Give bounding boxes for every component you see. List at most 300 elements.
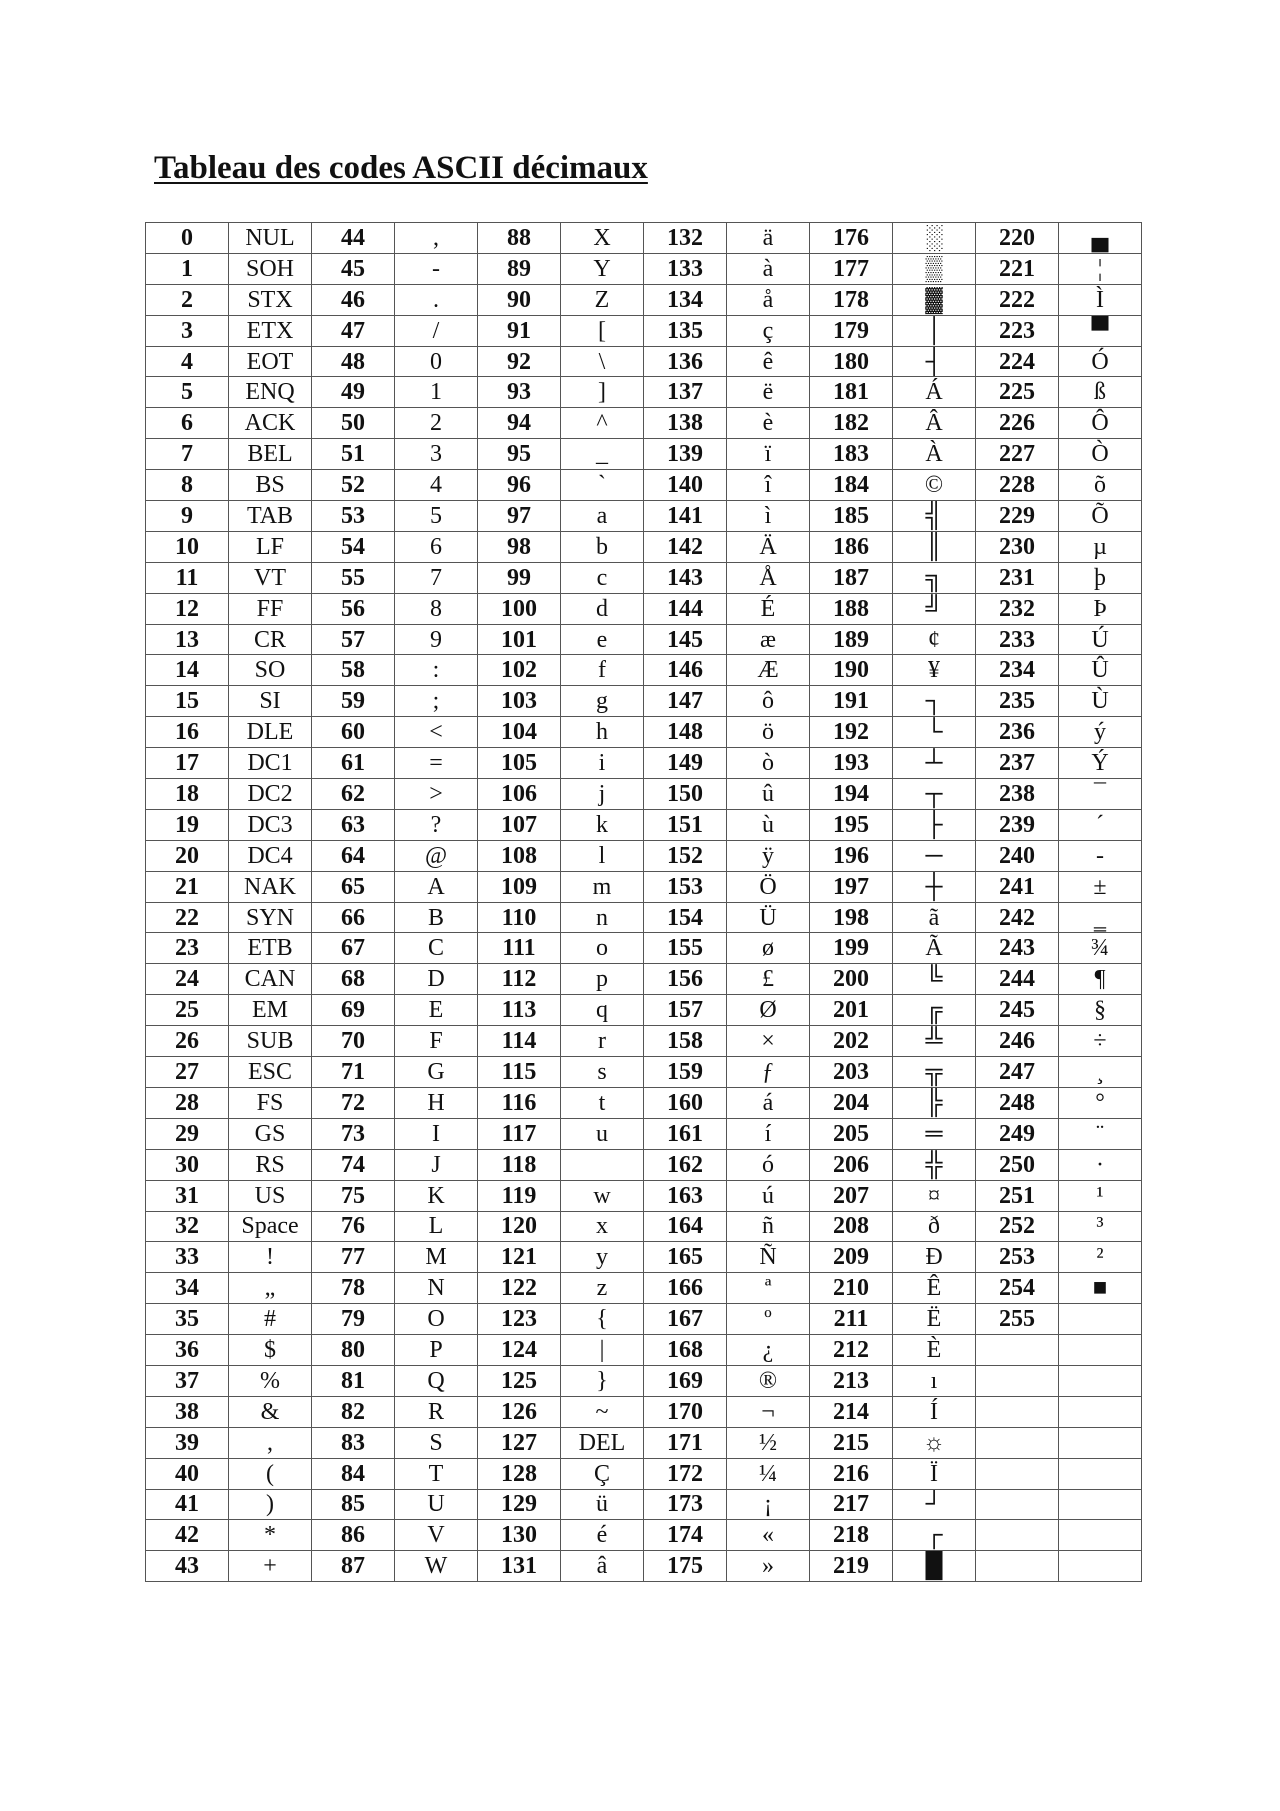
ascii-code-cell: 146 — [644, 655, 727, 686]
ascii-char-cell: V — [395, 1520, 478, 1551]
table-row — [146, 1180, 1142, 1211]
ascii-code-cell: 58 — [312, 655, 395, 686]
ascii-char-cell: DC3 — [229, 809, 312, 840]
ascii-code-cell: 135 — [644, 315, 727, 346]
page-title: Tableau des codes ASCII décimaux — [154, 150, 648, 186]
ascii-code-cell: 104 — [478, 717, 561, 748]
table-row — [146, 1489, 1142, 1520]
ascii-code-cell: 215 — [810, 1427, 893, 1458]
ascii-char-cell: Ü — [727, 902, 810, 933]
ascii-char-cell: ¡ — [727, 1489, 810, 1520]
table-row — [146, 686, 1142, 717]
ascii-code-cell: 121 — [478, 1242, 561, 1273]
ascii-char-cell: A — [395, 871, 478, 902]
ascii-code-cell: 71 — [312, 1057, 395, 1088]
ascii-code-cell: 79 — [312, 1304, 395, 1335]
ascii-code-cell: 91 — [478, 315, 561, 346]
ascii-char-cell: │ — [893, 315, 976, 346]
ascii-code-cell: 82 — [312, 1396, 395, 1427]
ascii-code-cell: 140 — [644, 470, 727, 501]
ascii-char-cell: 0 — [395, 346, 478, 377]
ascii-code-cell: 185 — [810, 501, 893, 532]
ascii-code-cell: 151 — [644, 809, 727, 840]
ascii-char-cell: + — [229, 1551, 312, 1582]
ascii-code-cell: 235 — [976, 686, 1059, 717]
ascii-char-cell: [ — [561, 315, 644, 346]
ascii-char-cell: Ä — [727, 531, 810, 562]
ascii-code-cell: 240 — [976, 840, 1059, 871]
ascii-code-cell: 94 — [478, 408, 561, 439]
ascii-char-cell: ╔ — [893, 995, 976, 1026]
ascii-code-cell: 230 — [976, 531, 1059, 562]
ascii-code-cell: 116 — [478, 1087, 561, 1118]
ascii-code-cell: 39 — [146, 1427, 229, 1458]
ascii-char-cell: n — [561, 902, 644, 933]
ascii-code-cell: 226 — [976, 408, 1059, 439]
ascii-char-cell: C — [395, 933, 478, 964]
ascii-code-cell: 233 — [976, 624, 1059, 655]
ascii-char-cell: å — [727, 284, 810, 315]
ascii-char-cell: æ — [727, 624, 810, 655]
ascii-char-cell: ^ — [561, 408, 644, 439]
ascii-table — [145, 222, 1142, 1582]
ascii-char-cell: Õ — [1059, 501, 1142, 532]
ascii-char-cell: $ — [229, 1335, 312, 1366]
ascii-char-cell: E — [395, 995, 478, 1026]
ascii-char-cell: é — [561, 1520, 644, 1551]
ascii-code-cell: 186 — [810, 531, 893, 562]
ascii-char-cell: ı — [893, 1365, 976, 1396]
ascii-code-cell: 220 — [976, 223, 1059, 254]
ascii-char-cell: ╚ — [893, 964, 976, 995]
ascii-char-cell: r — [561, 1026, 644, 1057]
ascii-char-cell: Ô — [1059, 408, 1142, 439]
ascii-code-cell — [976, 1335, 1059, 1366]
ascii-char-cell: e — [561, 624, 644, 655]
ascii-code-cell: 37 — [146, 1365, 229, 1396]
ascii-char-cell: ▄ — [1059, 223, 1142, 254]
table-row — [146, 655, 1142, 686]
ascii-char-cell: k — [561, 809, 644, 840]
ascii-char-cell: ì — [727, 501, 810, 532]
ascii-char-cell: É — [727, 593, 810, 624]
ascii-char-cell: a — [561, 501, 644, 532]
ascii-char-cell: s — [561, 1057, 644, 1088]
ascii-char-cell: █ — [893, 1551, 976, 1582]
ascii-code-cell: 75 — [312, 1180, 395, 1211]
ascii-code-cell: 57 — [312, 624, 395, 655]
ascii-char-cell: BEL — [229, 439, 312, 470]
ascii-code-cell: 191 — [810, 686, 893, 717]
ascii-char-cell: ■ — [1059, 1273, 1142, 1304]
ascii-code-cell: 7 — [146, 439, 229, 470]
ascii-code-cell: 130 — [478, 1520, 561, 1551]
ascii-char-cell: Û — [1059, 655, 1142, 686]
ascii-char-cell: Ù — [1059, 686, 1142, 717]
ascii-char-cell: ý — [1059, 717, 1142, 748]
ascii-code-cell: 19 — [146, 809, 229, 840]
table-row — [146, 871, 1142, 902]
ascii-char-cell: X — [561, 223, 644, 254]
ascii-char-cell: DEL — [561, 1427, 644, 1458]
ascii-char-cell: Æ — [727, 655, 810, 686]
ascii-char-cell: Ì — [1059, 284, 1142, 315]
ascii-code-cell: 219 — [810, 1551, 893, 1582]
ascii-char-cell: B — [395, 902, 478, 933]
ascii-char-cell: 3 — [395, 439, 478, 470]
ascii-code-cell: 162 — [644, 1149, 727, 1180]
ascii-char-cell: SYN — [229, 902, 312, 933]
ascii-code-cell: 184 — [810, 470, 893, 501]
ascii-char-cell: u — [561, 1118, 644, 1149]
ascii-code-cell: 139 — [644, 439, 727, 470]
ascii-code-cell: 33 — [146, 1242, 229, 1273]
ascii-char-cell: 2 — [395, 408, 478, 439]
ascii-code-cell: 188 — [810, 593, 893, 624]
ascii-char-cell: DLE — [229, 717, 312, 748]
ascii-code-cell: 122 — [478, 1273, 561, 1304]
ascii-char-cell: ☼ — [893, 1427, 976, 1458]
ascii-char-cell: , — [395, 223, 478, 254]
ascii-char-cell: ± — [1059, 871, 1142, 902]
ascii-char-cell: ╝ — [893, 593, 976, 624]
table-row — [146, 995, 1142, 1026]
table-row — [146, 1458, 1142, 1489]
ascii-char-cell: . — [395, 284, 478, 315]
ascii-char-cell — [1059, 1489, 1142, 1520]
ascii-code-cell: 149 — [644, 748, 727, 779]
ascii-char-cell: ¯ — [1059, 779, 1142, 810]
ascii-code-cell: 238 — [976, 779, 1059, 810]
ascii-code-cell: 173 — [644, 1489, 727, 1520]
ascii-code-cell: 93 — [478, 377, 561, 408]
table-row — [146, 408, 1142, 439]
table-row — [146, 501, 1142, 532]
ascii-code-cell: 9 — [146, 501, 229, 532]
ascii-char-cell: SOH — [229, 253, 312, 284]
ascii-code-cell: 40 — [146, 1458, 229, 1489]
ascii-char-cell: SO — [229, 655, 312, 686]
ascii-char-cell: ┘ — [893, 1489, 976, 1520]
ascii-code-cell: 194 — [810, 779, 893, 810]
ascii-char-cell: y — [561, 1242, 644, 1273]
ascii-code-cell: 119 — [478, 1180, 561, 1211]
ascii-code-cell: 36 — [146, 1335, 229, 1366]
table-row — [146, 346, 1142, 377]
table-row — [146, 1335, 1142, 1366]
ascii-code-cell: 43 — [146, 1551, 229, 1582]
ascii-char-cell: ACK — [229, 408, 312, 439]
ascii-code-cell: 131 — [478, 1551, 561, 1582]
ascii-code-cell: 20 — [146, 840, 229, 871]
ascii-code-cell: 17 — [146, 748, 229, 779]
ascii-code-cell: 165 — [644, 1242, 727, 1273]
ascii-char-cell: Ã — [893, 933, 976, 964]
ascii-code-cell: 160 — [644, 1087, 727, 1118]
ascii-code-cell: 24 — [146, 964, 229, 995]
table-row — [146, 1057, 1142, 1088]
ascii-code-cell: 5 — [146, 377, 229, 408]
ascii-code-cell: 70 — [312, 1026, 395, 1057]
ascii-code-cell: 193 — [810, 748, 893, 779]
ascii-code-cell: 29 — [146, 1118, 229, 1149]
ascii-code-cell: 35 — [146, 1304, 229, 1335]
ascii-char-cell: ` — [561, 470, 644, 501]
ascii-char-cell: µ — [1059, 531, 1142, 562]
table-row — [146, 717, 1142, 748]
table-row — [146, 377, 1142, 408]
ascii-char-cell: 1 — [395, 377, 478, 408]
ascii-code-cell: 92 — [478, 346, 561, 377]
ascii-char-cell: ä — [727, 223, 810, 254]
ascii-char-cell: ½ — [727, 1427, 810, 1458]
ascii-code-cell: 72 — [312, 1087, 395, 1118]
ascii-char-cell: ENQ — [229, 377, 312, 408]
ascii-char-cell: ç — [727, 315, 810, 346]
ascii-code-cell: 251 — [976, 1180, 1059, 1211]
ascii-code-cell: 62 — [312, 779, 395, 810]
ascii-code-cell: 171 — [644, 1427, 727, 1458]
ascii-char-cell: x — [561, 1211, 644, 1242]
ascii-char-cell: ESC — [229, 1057, 312, 1088]
ascii-char-cell: % — [229, 1365, 312, 1396]
table-row — [146, 593, 1142, 624]
ascii-char-cell: Ö — [727, 871, 810, 902]
ascii-code-cell: 141 — [644, 501, 727, 532]
ascii-char-cell: NUL — [229, 223, 312, 254]
ascii-char-cell: ú — [727, 1180, 810, 1211]
ascii-char-cell: ╬ — [893, 1149, 976, 1180]
ascii-code-cell: 179 — [810, 315, 893, 346]
ascii-code-cell: 253 — [976, 1242, 1059, 1273]
ascii-char-cell: Ï — [893, 1458, 976, 1489]
ascii-code-cell: 166 — [644, 1273, 727, 1304]
ascii-code-cell — [976, 1489, 1059, 1520]
ascii-code-cell: 1 — [146, 253, 229, 284]
ascii-code-cell: 205 — [810, 1118, 893, 1149]
ascii-char-cell: 6 — [395, 531, 478, 562]
ascii-char-cell: - — [395, 253, 478, 284]
ascii-code-cell: 228 — [976, 470, 1059, 501]
ascii-code-cell: 47 — [312, 315, 395, 346]
ascii-code-cell: 4 — [146, 346, 229, 377]
ascii-char-cell: ¹ — [1059, 1180, 1142, 1211]
ascii-char-cell: £ — [727, 964, 810, 995]
ascii-char-cell: ë — [727, 377, 810, 408]
ascii-char-cell: US — [229, 1180, 312, 1211]
ascii-code-cell: 248 — [976, 1087, 1059, 1118]
ascii-char-cell: f — [561, 655, 644, 686]
ascii-char-cell: ã — [893, 902, 976, 933]
table-row — [146, 964, 1142, 995]
ascii-code-cell: 207 — [810, 1180, 893, 1211]
ascii-code-cell: 67 — [312, 933, 395, 964]
ascii-char-cell: ═ — [893, 1118, 976, 1149]
ascii-char-cell: ░ — [893, 223, 976, 254]
ascii-code-cell: 189 — [810, 624, 893, 655]
ascii-char-cell: 7 — [395, 562, 478, 593]
ascii-code-cell: 74 — [312, 1149, 395, 1180]
ascii-code-cell: 31 — [146, 1180, 229, 1211]
ascii-char-cell: ¦ — [1059, 253, 1142, 284]
ascii-char-cell: ) — [229, 1489, 312, 1520]
ascii-code-cell: 209 — [810, 1242, 893, 1273]
ascii-char-cell: ê — [727, 346, 810, 377]
ascii-code-cell — [976, 1427, 1059, 1458]
ascii-code-cell: 229 — [976, 501, 1059, 532]
ascii-char-cell: „ — [229, 1273, 312, 1304]
ascii-char-cell: DC1 — [229, 748, 312, 779]
ascii-char-cell: ETX — [229, 315, 312, 346]
ascii-code-cell: 239 — [976, 809, 1059, 840]
ascii-code-cell: 176 — [810, 223, 893, 254]
ascii-code-cell: 0 — [146, 223, 229, 254]
ascii-code-cell: 77 — [312, 1242, 395, 1273]
ascii-char-cell — [1059, 1520, 1142, 1551]
ascii-code-cell: 174 — [644, 1520, 727, 1551]
ascii-char-cell — [1059, 1551, 1142, 1582]
table-row — [146, 1520, 1142, 1551]
table-row — [146, 223, 1142, 254]
ascii-char-cell: └ — [893, 717, 976, 748]
ascii-char-cell: EM — [229, 995, 312, 1026]
ascii-char-cell: õ — [1059, 470, 1142, 501]
ascii-code-cell: 124 — [478, 1335, 561, 1366]
ascii-code-cell: 38 — [146, 1396, 229, 1427]
ascii-char-cell — [1059, 1458, 1142, 1489]
ascii-code-cell: 100 — [478, 593, 561, 624]
ascii-code-cell: 246 — [976, 1026, 1059, 1057]
ascii-code-cell: 16 — [146, 717, 229, 748]
ascii-code-cell — [976, 1520, 1059, 1551]
table-row — [146, 284, 1142, 315]
ascii-code-cell: 44 — [312, 223, 395, 254]
ascii-code-cell: 81 — [312, 1365, 395, 1396]
ascii-char-cell: 8 — [395, 593, 478, 624]
ascii-char-cell: î — [727, 470, 810, 501]
table-row — [146, 1427, 1142, 1458]
ascii-code-cell: 241 — [976, 871, 1059, 902]
ascii-char-cell: > — [395, 779, 478, 810]
ascii-code-cell: 95 — [478, 439, 561, 470]
ascii-char-cell: Ú — [1059, 624, 1142, 655]
ascii-char-cell: Þ — [1059, 593, 1142, 624]
ascii-code-cell: 32 — [146, 1211, 229, 1242]
ascii-char-cell: Ó — [1059, 346, 1142, 377]
ascii-char-cell: ╣ — [893, 501, 976, 532]
ascii-code-cell: 236 — [976, 717, 1059, 748]
ascii-char-cell: « — [727, 1520, 810, 1551]
ascii-char-cell: D — [395, 964, 478, 995]
ascii-char-cell: È — [893, 1335, 976, 1366]
ascii-char-cell: º — [727, 1304, 810, 1335]
ascii-char-cell: b — [561, 531, 644, 562]
ascii-char-cell: 9 — [395, 624, 478, 655]
ascii-code-cell: 97 — [478, 501, 561, 532]
ascii-code-cell: 152 — [644, 840, 727, 871]
ascii-char-cell: L — [395, 1211, 478, 1242]
ascii-code-cell: 48 — [312, 346, 395, 377]
ascii-char-cell: O — [395, 1304, 478, 1335]
ascii-code-cell: 196 — [810, 840, 893, 871]
ascii-code-cell: 85 — [312, 1489, 395, 1520]
ascii-char-cell: ø — [727, 933, 810, 964]
ascii-char-cell: ╦ — [893, 1057, 976, 1088]
ascii-char-cell: @ — [395, 840, 478, 871]
ascii-code-cell: 45 — [312, 253, 395, 284]
ascii-char-cell: GS — [229, 1118, 312, 1149]
ascii-char-cell: ¬ — [727, 1396, 810, 1427]
ascii-code-cell: 14 — [146, 655, 229, 686]
ascii-char-cell: þ — [1059, 562, 1142, 593]
ascii-char-cell: o — [561, 933, 644, 964]
ascii-code-cell: 126 — [478, 1396, 561, 1427]
ascii-code-cell: 88 — [478, 223, 561, 254]
ascii-char-cell: Ñ — [727, 1242, 810, 1273]
ascii-char-cell: T — [395, 1458, 478, 1489]
ascii-code-cell: 60 — [312, 717, 395, 748]
ascii-code-cell: 169 — [644, 1365, 727, 1396]
ascii-char-cell: M — [395, 1242, 478, 1273]
ascii-char-cell: ╩ — [893, 1026, 976, 1057]
ascii-char-cell: ] — [561, 377, 644, 408]
ascii-code-cell: 133 — [644, 253, 727, 284]
table-row — [146, 840, 1142, 871]
ascii-code-cell: 53 — [312, 501, 395, 532]
ascii-char-cell: ò — [727, 748, 810, 779]
ascii-code-cell: 132 — [644, 223, 727, 254]
ascii-code-cell: 26 — [146, 1026, 229, 1057]
ascii-char-cell: û — [727, 779, 810, 810]
table-row — [146, 1211, 1142, 1242]
ascii-char-cell: ╠ — [893, 1087, 976, 1118]
ascii-code-cell: 187 — [810, 562, 893, 593]
ascii-code-cell: 107 — [478, 809, 561, 840]
ascii-code-cell: 181 — [810, 377, 893, 408]
ascii-code-cell: 249 — [976, 1118, 1059, 1149]
ascii-code-cell: 158 — [644, 1026, 727, 1057]
ascii-code-cell: 13 — [146, 624, 229, 655]
ascii-char-cell: × — [727, 1026, 810, 1057]
ascii-char-cell: Ð — [893, 1242, 976, 1273]
ascii-char-cell: Ë — [893, 1304, 976, 1335]
ascii-code-cell: 102 — [478, 655, 561, 686]
ascii-code-cell: 198 — [810, 902, 893, 933]
ascii-code-cell: 30 — [146, 1149, 229, 1180]
ascii-code-cell: 73 — [312, 1118, 395, 1149]
ascii-char-cell: á — [727, 1087, 810, 1118]
ascii-code-cell: 163 — [644, 1180, 727, 1211]
ascii-code-cell: 113 — [478, 995, 561, 1026]
ascii-code-cell: 68 — [312, 964, 395, 995]
ascii-code-cell: 2 — [146, 284, 229, 315]
ascii-code-cell: 216 — [810, 1458, 893, 1489]
ascii-code-cell: 175 — [644, 1551, 727, 1582]
ascii-code-cell: 15 — [146, 686, 229, 717]
ascii-char-cell — [1059, 1365, 1142, 1396]
ascii-code-cell: 64 — [312, 840, 395, 871]
ascii-code-cell: 59 — [312, 686, 395, 717]
ascii-code-cell: 138 — [644, 408, 727, 439]
ascii-char-cell: : — [395, 655, 478, 686]
ascii-code-cell: 69 — [312, 995, 395, 1026]
ascii-code-cell: 142 — [644, 531, 727, 562]
ascii-code-cell: 23 — [146, 933, 229, 964]
ascii-char-cell: K — [395, 1180, 478, 1211]
table-row — [146, 748, 1142, 779]
ascii-code-cell: 204 — [810, 1087, 893, 1118]
ascii-char-cell: ┌ — [893, 1520, 976, 1551]
